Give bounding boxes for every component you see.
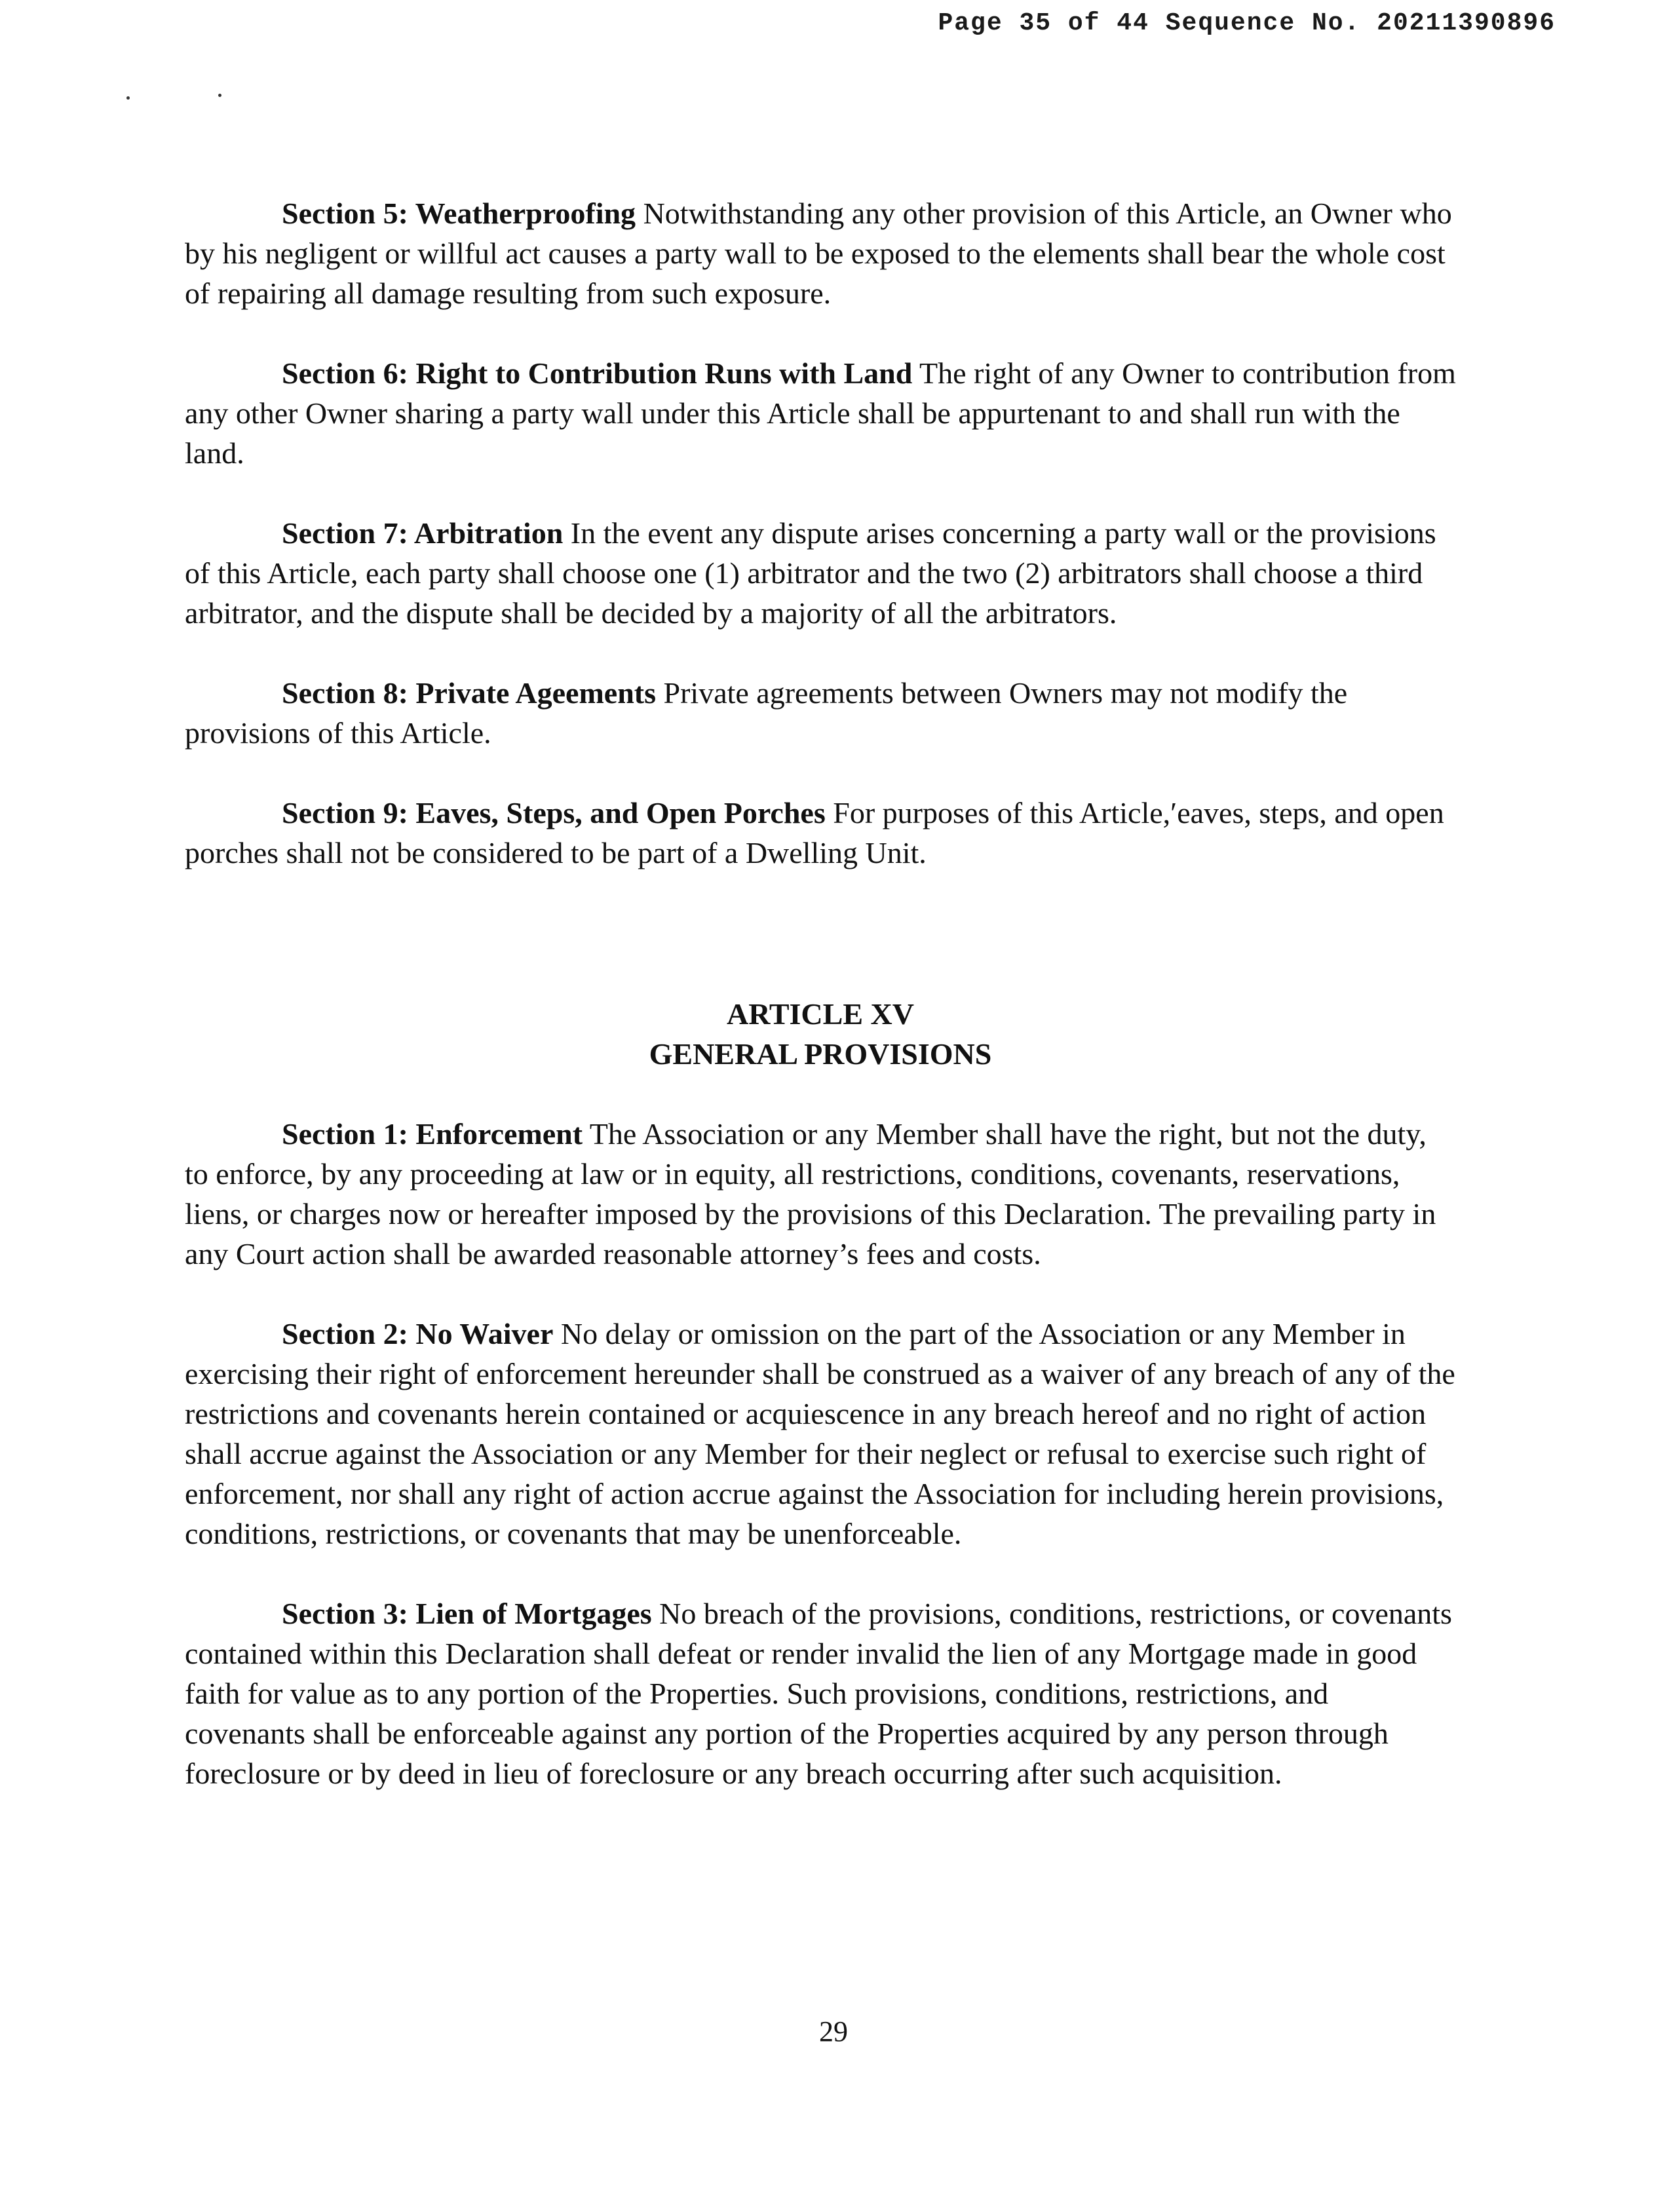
section-heading: Section 2: No Waiver (282, 1317, 554, 1350)
page-sequence-stamp: Page 35 of 44 Sequence No. 20211390896 (938, 9, 1556, 37)
section-text: No delay or omission on the part of the Association or any Member in exercising their right of enforcement hereunder shall be construed as a waiver of any breach of any of the restrictions and covenants herein contained or acquiescence in any breach hereof and no right of action shall accrue against the Association or any Member for their neglect or refusal to exercise such right of enforcement, nor shall any right of action accrue against the Association for including herein provisions, conditions, restrictions, or covenants that may be unenforceable. (185, 1317, 1455, 1550)
scan-speck (218, 94, 221, 97)
section-3-lien-of-mortgages (185, 1593, 1456, 1793)
section-9-eaves-steps-porches (185, 793, 1456, 873)
article-number: ARTICLE XV (727, 997, 914, 1031)
section-2-no-waiver (185, 1314, 1456, 1554)
section-heading: Section 7: Arbitration (282, 516, 564, 550)
section-text: Private agreements between Owners may not modify the provisions of this Article. (185, 676, 1348, 750)
section-text: For purposes of this Article,′eaves, steps, and open porches shall not be considered to be part of a Dwelling Unit. (185, 796, 1444, 869)
article-heading (185, 994, 1456, 1074)
section-5-weatherproofing (185, 193, 1456, 313)
section-text: No breach of the provisions, conditions, restrictions, or covenants contained within this Declaration shall defeat or render invalid the lien of any Mortgage made in good faith for value as to any portion of the Properties. Such provisions, conditions, restrictions, and covenants shall be enforceable against any portion of the Properties acquired by any person through foreclosure or by deed in lieu of foreclosure or any breach occurring after such acquisition. (185, 1597, 1452, 1790)
section-heading: Section 5: Weatherproofing (282, 197, 636, 230)
section-heading: Section 9: Eaves, Steps, and Open Porches (282, 796, 826, 830)
section-8-private-agreements (185, 673, 1456, 753)
page-number: 29 (819, 2015, 848, 2048)
section-7-arbitration (185, 513, 1456, 633)
section-heading: Section 1: Enforcement (282, 1117, 583, 1151)
section-text: The Association or any Member shall have the right, but not the duty, to enforce, by any proceeding at law or in equity, all restrictions, conditions, covenants, reservations, liens, or charges now or hereafter imposed by the provisions of this Declaration. The prevailing party in any Court action shall be awarded reasonable attorney’s fees and costs. (185, 1117, 1436, 1270)
section-heading: Section 8: Private Ageements (282, 676, 657, 710)
section-heading: Section 6: Right to Contribution Runs with Land (282, 356, 913, 390)
article-title: GENERAL PROVISIONS (649, 1037, 992, 1071)
scan-speck (126, 96, 130, 100)
section-heading: Section 3: Lien of Mortgages (282, 1597, 652, 1630)
section-text: The right of any Owner to contribution from any other Owner sharing a party wall under this Article shall be appurtenant to and shall run with the land. (185, 356, 1456, 470)
section-1-enforcement (185, 1114, 1456, 1274)
section-6-right-to-contribution (185, 353, 1456, 473)
section-text: Notwithstanding any other provision of this Article, an Owner who by his negligent or willful act causes a party wall to be exposed to the elements shall bear the whole cost of repairing all damage resulting from such exposure. (185, 197, 1452, 310)
section-text: In the event any dispute arises concerning a party wall or the provisions of this Article, each party shall choose one (1) arbitrator and the two (2) arbitrators shall choose a third arbitrator, and the dispute shall be decided by a majority of all the arbitrators. (185, 516, 1436, 630)
document-body (185, 193, 1456, 1793)
